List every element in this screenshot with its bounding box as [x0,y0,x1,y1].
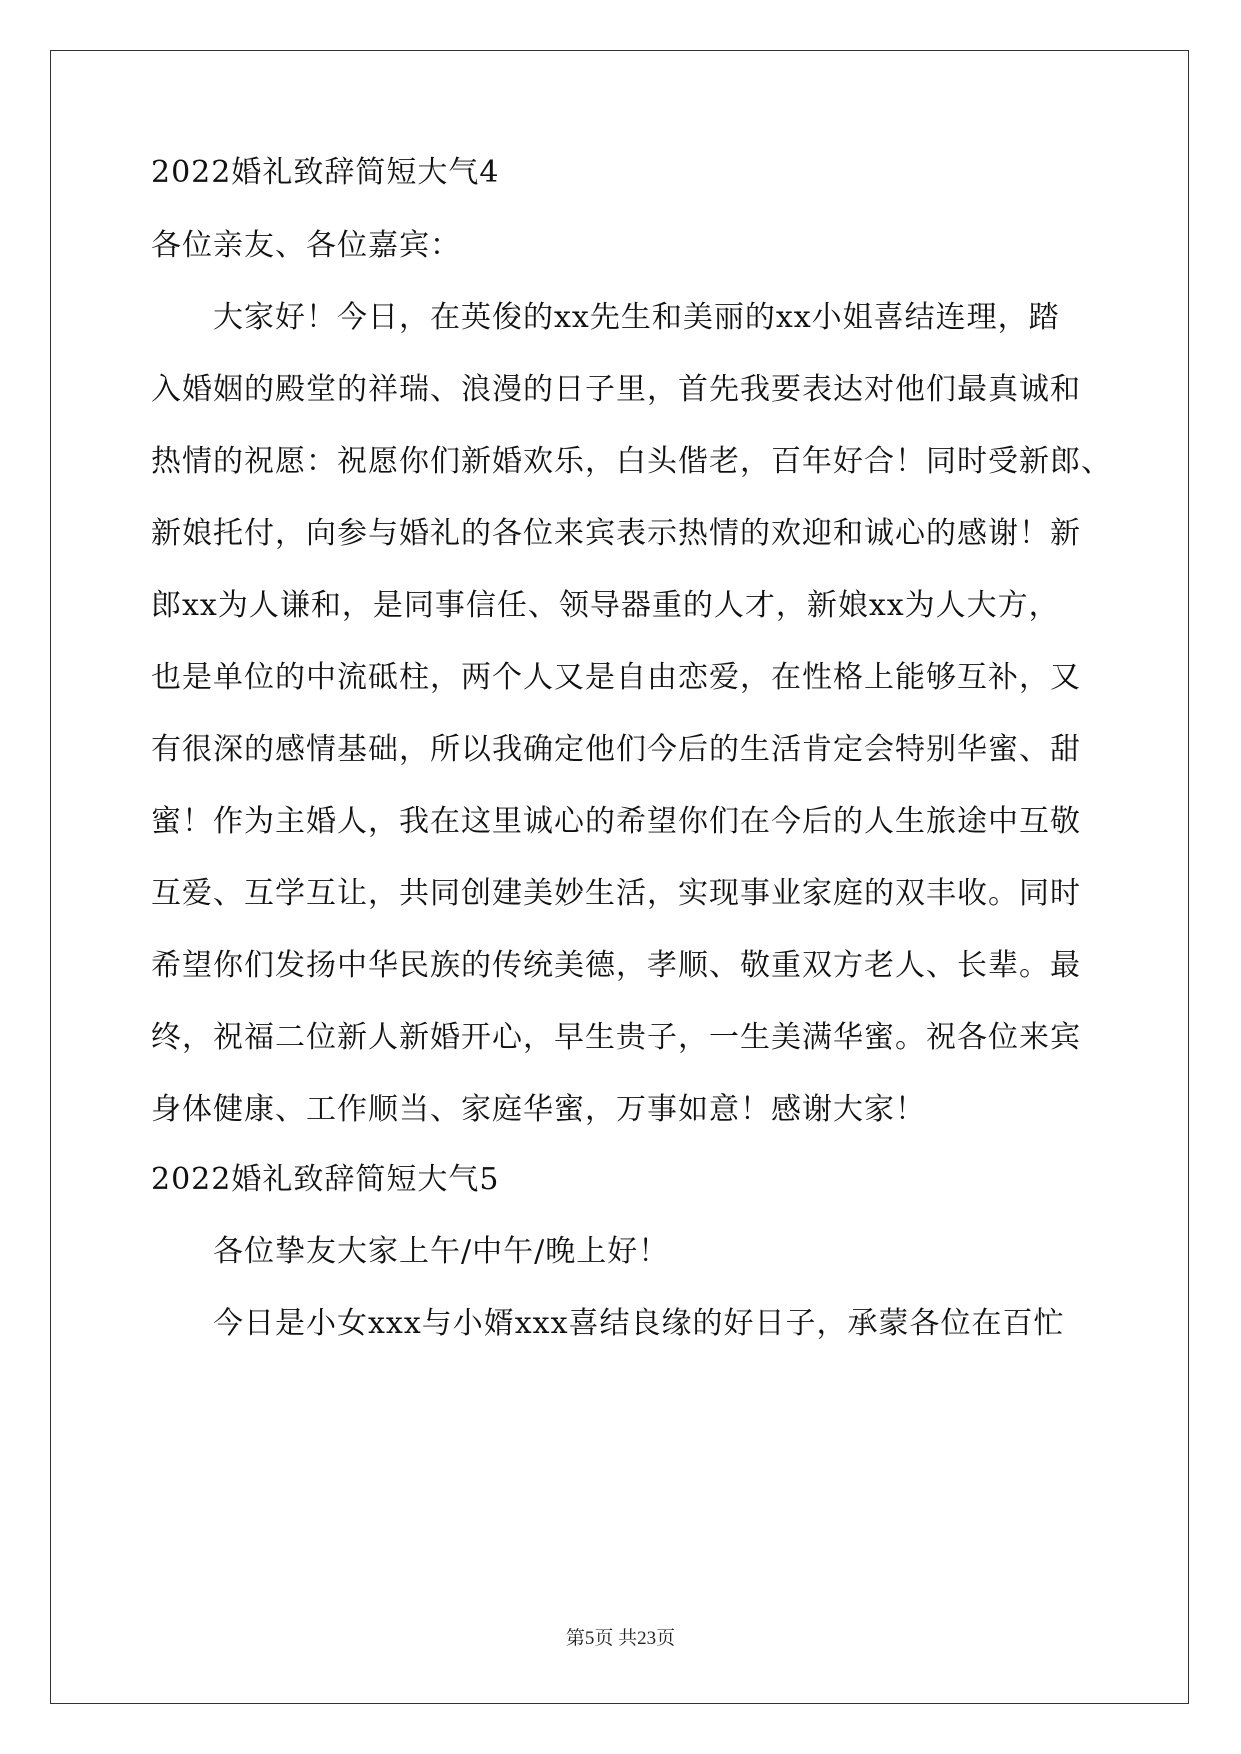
paragraph-line: 郎xx为人谦和，是同事信任、领导器重的人才，新娘xx为人大方， [151,588,1060,623]
paragraph-line: 蜜！作为主婚人，我在这里诚心的希望你们在今后的人生旅途中互敬 [151,804,1081,839]
paragraph-line: 身体健康、工作顺当、家庭华蜜，万事如意！感谢大家！ [151,1092,926,1127]
paragraph-line: 热情的祝愿：祝愿你们新婚欢乐，白头偕老，百年好合！同时受新郎、 [151,444,1112,479]
paragraph-line: 互爱、互学互让，共同创建美妙生活，实现事业家庭的双丰收。同时 [151,876,1081,911]
paragraph-line: 有很深的感情基础，所以我确定他们今后的生活肯定会特别华蜜、甜 [151,732,1081,767]
paragraph-line: 也是单位的中流砥柱，两个人又是自由恋爱，在性格上能够互补，又 [151,660,1081,695]
paragraph-line: 希望你们发扬中华民族的传统美德，孝顺、敬重双方老人、长辈。最 [151,948,1081,983]
salutation: 各位亲友、各位嘉宾： [151,228,461,263]
section-heading: 2022婚礼致辞简短大气4 [151,155,500,190]
paragraph-line: 入婚姻的殿堂的祥瑞、浪漫的日子里，首先我要表达对他们最真诚和 [151,372,1081,407]
paragraph-line: 今日是小女xxx与小婿xxx喜结良缘的好日子，承蒙各位在百忙 [213,1306,1065,1341]
paragraph-line: 新娘托付，向参与婚礼的各位来宾表示热情的欢迎和诚心的感谢！新 [151,516,1081,551]
section-heading: 2022婚礼致辞简短大气5 [151,1162,500,1197]
paragraph-line: 大家好！今日，在英俊的xx先生和美丽的xx小姐喜结连理，踏 [213,300,1060,335]
greeting-line: 各位挚友大家上午/中午/晚上好！ [213,1234,670,1269]
paragraph-line: 终，祝福二位新人新婚开心，早生贵子，一生美满华蜜。祝各位来宾 [151,1020,1081,1055]
page-number: 第5页 共23页 [565,1628,676,1649]
